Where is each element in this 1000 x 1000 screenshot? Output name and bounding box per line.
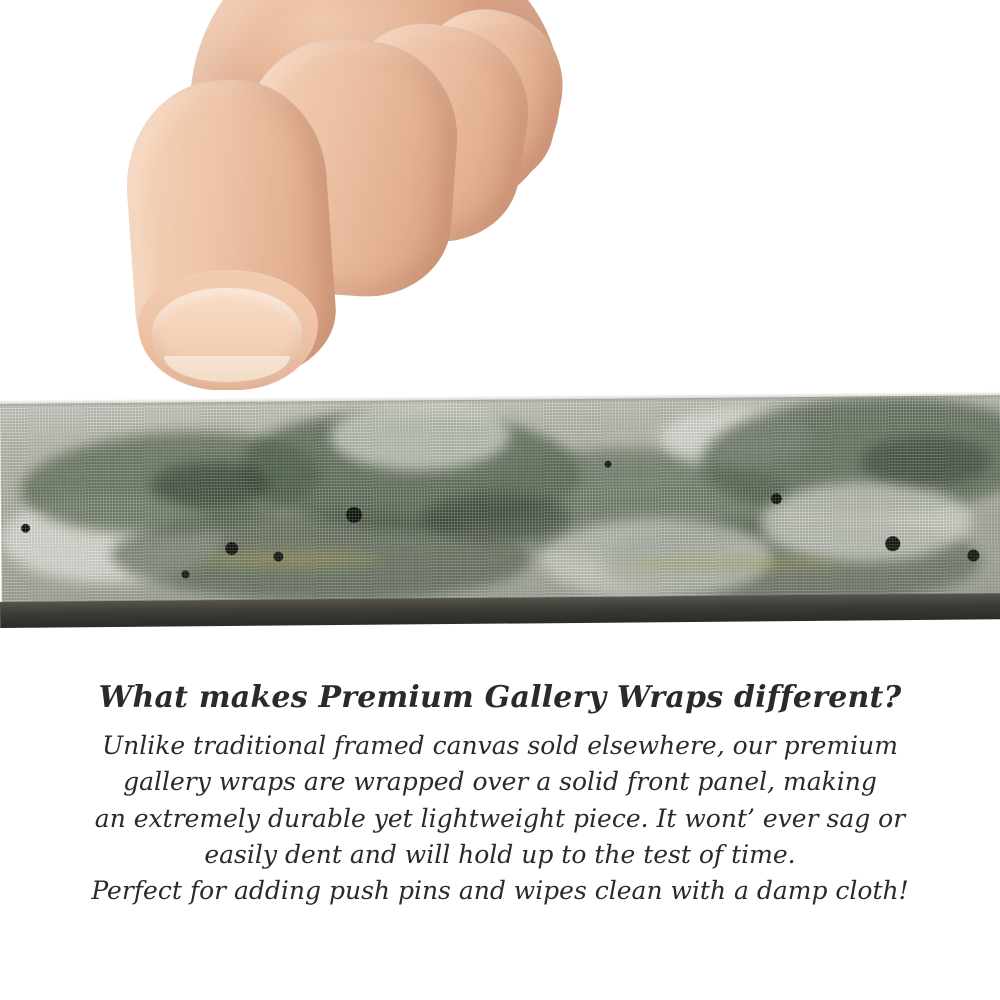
- caption-block: [0, 680, 1000, 909]
- caption-line: an extremely durable yet lightweight piece. It wont’ ever sag or: [94, 803, 906, 833]
- caption-line: gallery wraps are wrapped over a solid front panel, making: [123, 767, 877, 797]
- paint-speck: [885, 536, 900, 551]
- paint-speck: [771, 493, 782, 504]
- caption-body: [0, 728, 1000, 909]
- paint-speck: [21, 524, 30, 533]
- caption-line: Perfect for adding push pins and wipes clean with a damp cloth!: [91, 876, 909, 905]
- paint-speck: [225, 542, 238, 555]
- caption-heading: What makes Premium Gallery Wraps different?: [98, 680, 902, 715]
- canvas-edge-icon: [0, 395, 1000, 616]
- paint-speck: [967, 549, 979, 561]
- caption-line: easily dent and will hold up to the test of time.: [204, 839, 796, 869]
- paint-speck: [605, 461, 612, 468]
- paint-speck: [181, 570, 189, 578]
- hand-icon: [120, 0, 550, 430]
- paint-speck: [346, 507, 362, 523]
- caption-line: Unlike traditional framed canvas sold elsewhere, our premium: [102, 731, 898, 760]
- paint-speck: [273, 552, 283, 562]
